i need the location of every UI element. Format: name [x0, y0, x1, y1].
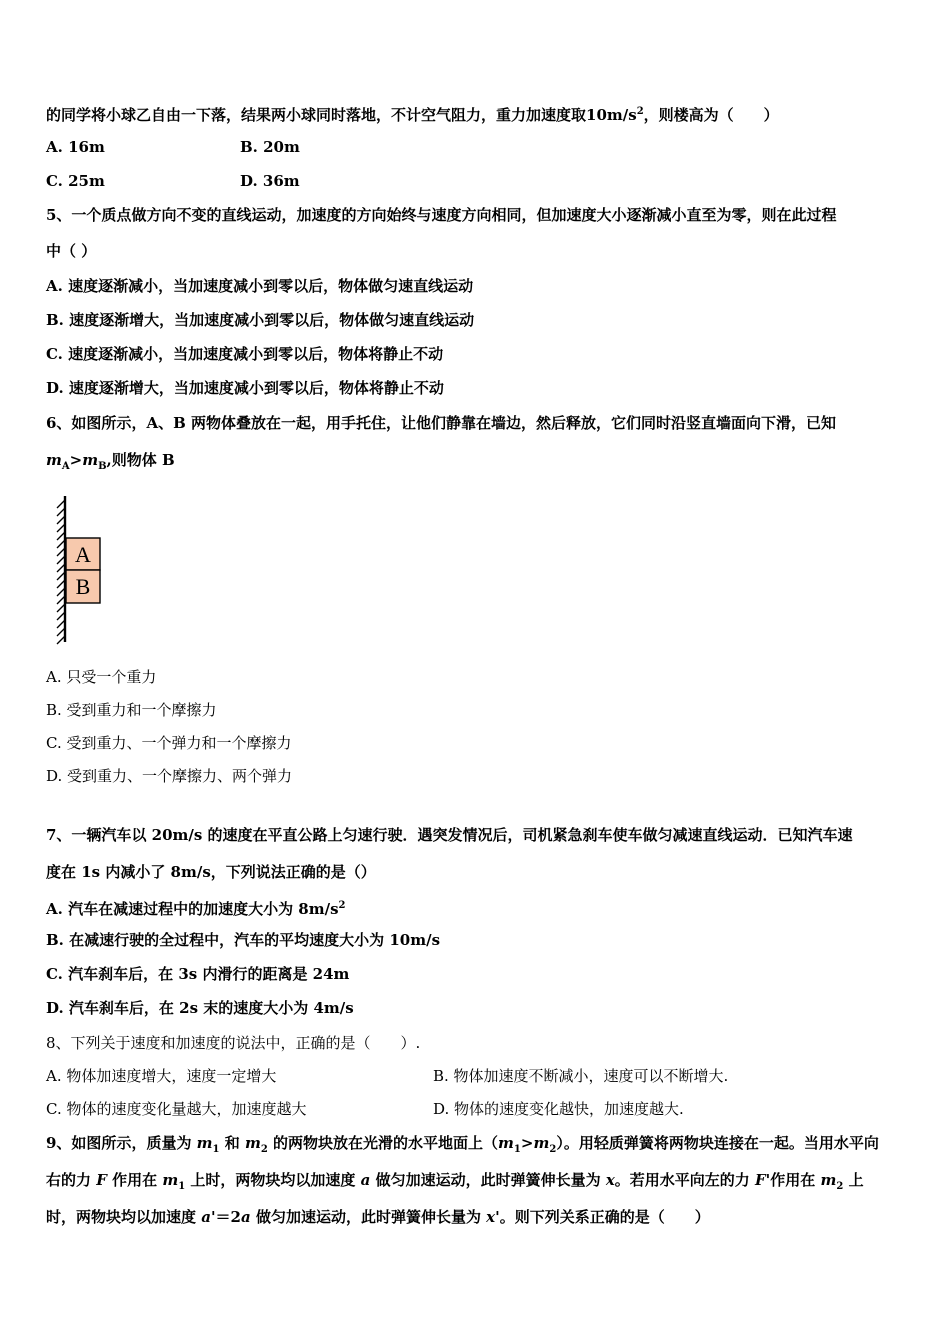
q9-stem-line3: 时，两物块均以加速度 a'＝2a 做匀加速运动，此时弹簧伸长量为 x'。则下列关系正确的是（ ） — [46, 1208, 710, 1226]
block-b-label: B — [75, 574, 91, 599]
q9-stem-line2: 右的力 F 作用在 $m_1$ 上时，两物块均以加速度 a 做匀加速运动，此时弹簧伸长量为 x。若用水平向左的力 F'作用在 $m_2$ 上 — [46, 1171, 864, 1192]
q6-option-c: C. 受到重力、一个弹力和一个摩擦力 — [46, 734, 292, 752]
q5-option-d: D. 速度逐渐增大，当加速度减小到零以后，物体将静止不动 — [46, 379, 444, 397]
q8-option-b: B. 物体加速度不断减小，速度可以不断增大. — [433, 1067, 729, 1085]
q9-stem-line1: 9、如图所示，质量为 $m_1$ 和 $m_2$ 的两物块放在光滑的水平地面上$(m_1>m_2)$。用轻质弹簧将两物块连接在一起。当用水平向 — [46, 1134, 879, 1155]
q7-option-a: A. 汽车在减速过程中的加速度大小为 $8m/s^2$ — [46, 900, 346, 918]
wall-blocks-diagram — [46, 492, 116, 648]
q8-stem: 8、下列关于速度和加速度的说法中，正确的是（ ）. — [46, 1034, 421, 1052]
q7-stem-line2: 度在 1s 内减小了 8m/s，下列说法正确的是（） — [46, 863, 376, 881]
q5-option-c: C. 速度逐渐减小，当加速度减小到零以后，物体将静止不动 — [46, 345, 444, 363]
q6-option-b: B. 受到重力和一个摩擦力 — [46, 701, 217, 719]
q4-option-a: A. 16m — [46, 138, 105, 156]
q6-option-a: A. 只受一个重力 — [46, 668, 157, 686]
q6-stem-line2: $m_A>m_B$,则物体 B — [46, 451, 175, 472]
q8-option-a: A. 物体加速度增大，速度一定增大 — [46, 1067, 277, 1085]
q7-option-c: C. 汽车刹车后，在 3s 内滑行的距离是 24m — [46, 965, 350, 983]
q7-stem-line1: 7、一辆汽车以 20m/s 的速度在平直公路上匀速行驶．遇突发情况后，司机紧急刹车使车做匀减速直线运动．已知汽车速 — [46, 826, 853, 844]
q4-option-d: D. 36m — [240, 172, 300, 190]
q7-option-d: D. 汽车刹车后，在 2s 末的速度大小为 4m/s — [46, 999, 354, 1017]
q4-option-b: B. 20m — [240, 138, 300, 156]
q4-option-c: C. 25m — [46, 172, 105, 190]
q5-option-a: A. 速度逐渐减小，当加速度减小到零以后，物体做匀速直线运动 — [46, 277, 474, 295]
block-a-label: A — [75, 542, 91, 567]
q4-stem: 的同学将小球乙自由一下落，结果两小球同时落地，不计空气阻力，重力加速度取$10m/s^2$，则楼高为（ ） — [46, 106, 779, 124]
q7-option-b: B. 在减速行驶的全过程中，汽车的平均速度大小为 10m/s — [46, 931, 441, 949]
q5-stem-line2: 中（ ） — [46, 242, 97, 260]
wall-hatching — [57, 496, 65, 644]
wall-blocks-figure — [46, 492, 116, 648]
q5-option-b: B. 速度逐渐增大，当加速度减小到零以后，物体做匀速直线运动 — [46, 311, 475, 329]
q6-option-d: D. 受到重力、一个摩擦力、两个弹力 — [46, 767, 293, 785]
q6-stem-line1: 6、如图所示，A、B 两物体叠放在一起，用手托住，让他们静靠在墙边，然后释放，它们同时沿竖直墙面向下滑，已知 — [46, 414, 836, 432]
q5-stem-line1: 5、一个质点做方向不变的直线运动，加速度的方向始终与速度方向相同，但加速度大小逐渐减小直至为零，则在此过程 — [46, 206, 837, 224]
q8-option-d: D. 物体的速度变化越快，加速度越大. — [433, 1100, 684, 1118]
q8-option-c: C. 物体的速度变化量越大，加速度越大 — [46, 1100, 307, 1118]
